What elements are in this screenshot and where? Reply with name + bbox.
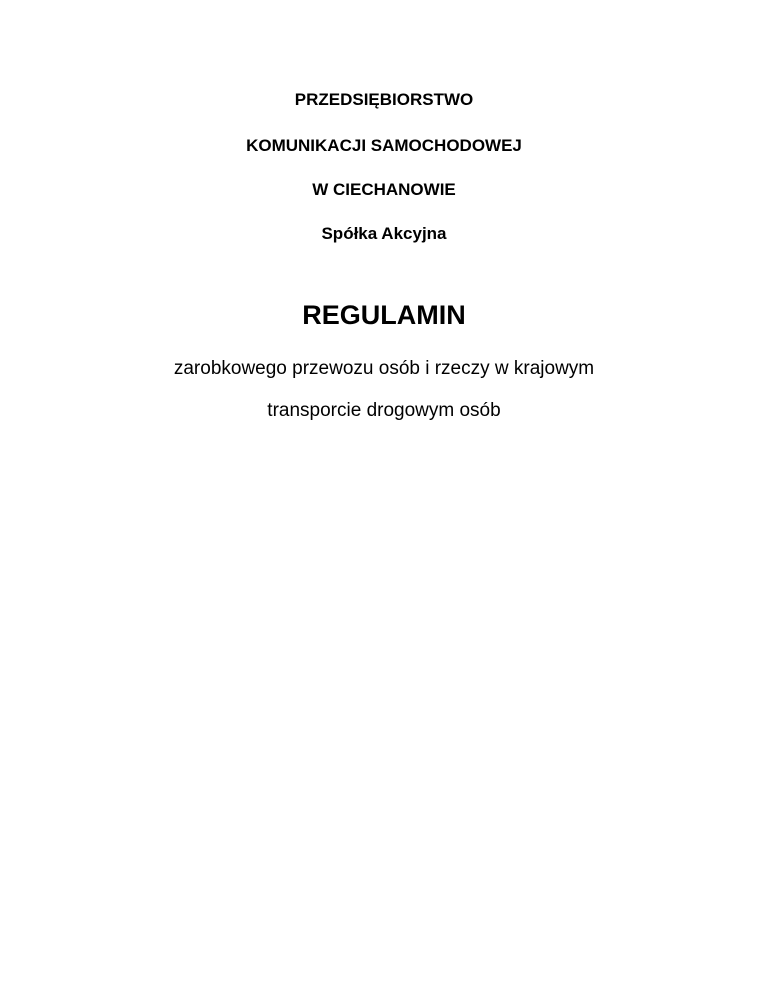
company-name-line-1: PRZEDSIĘBIORSTWO bbox=[294, 90, 474, 109]
document-title: REGULAMIN bbox=[302, 300, 466, 330]
company-name-line-2: KOMUNIKACJI SAMOCHODOWEJ bbox=[246, 136, 522, 155]
document-subtitle-line-1: zarobkowego przewozu osób i rzeczy w krajowym bbox=[173, 358, 595, 379]
company-legal-form-line: Spółka Akcyjna bbox=[321, 224, 447, 243]
company-location-line: W CIECHANOWIE bbox=[312, 180, 456, 199]
document-subtitle-line-2: transporcie drogowym osób bbox=[267, 400, 501, 421]
